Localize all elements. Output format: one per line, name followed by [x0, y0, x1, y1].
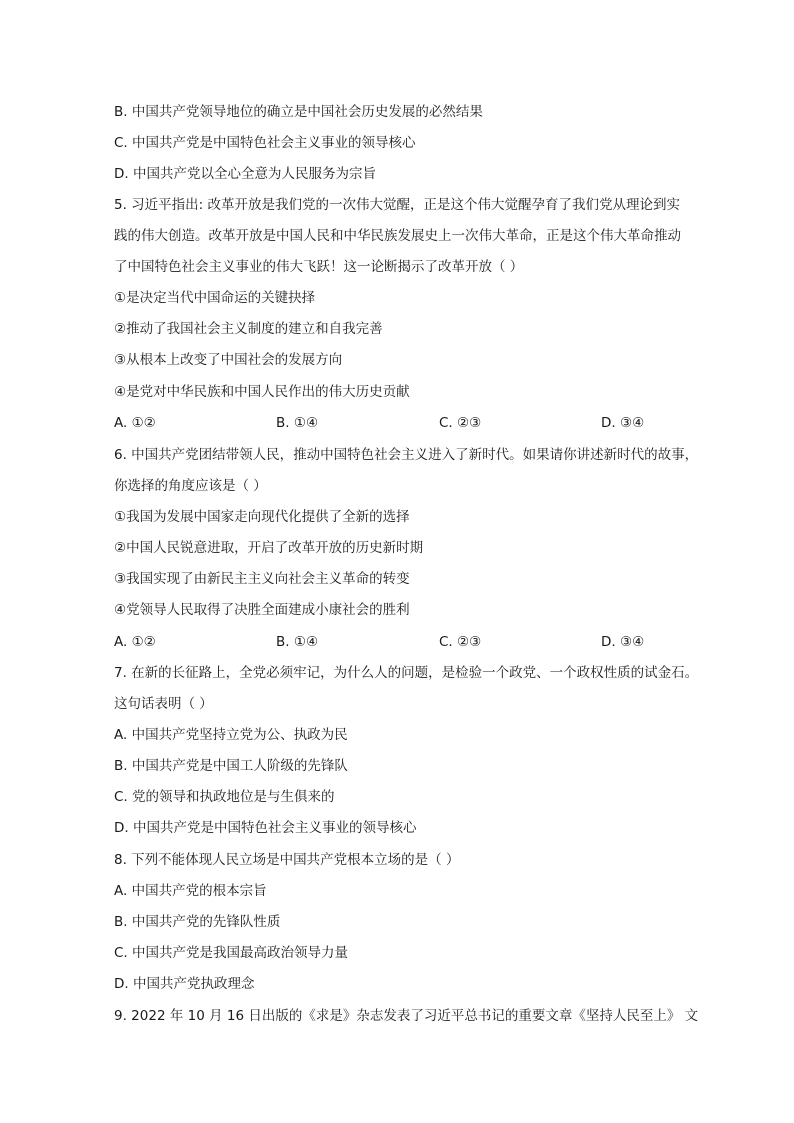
- q7-option-a: A. 中国共产党坚持立党为公、执政为民: [114, 727, 348, 743]
- q6-options: [114, 632, 674, 652]
- q4-option-b: B. 中国共产党领导地位的确立是中国社会历史发展的必然结果: [114, 104, 483, 120]
- q9-stem-line-1: 9. 2022 年 10 月 16 日出版的《求是》杂志发表了习近平总书记的重要文章《坚持人民至上》 文: [114, 1008, 699, 1024]
- q4-option-d: D. 中国共产党以全心全意为人民服务为宗旨: [114, 166, 376, 182]
- q6-option-b: B. ①④: [276, 634, 319, 650]
- q4-option-c: C. 中国共产党是中国特色社会主义事业的领导核心: [114, 135, 416, 151]
- q5-item-4: ④是党对中华民族和中国人民作出的伟大历史贡献: [114, 384, 410, 400]
- q7-stem-line-1: 7. 在新的长征路上，全党必须牢记，为什么人的问题，是检验一个政党、一个政权性质的试金石。: [114, 665, 699, 681]
- q8-option-a: A. 中国共产党的根本宗旨: [114, 883, 267, 899]
- q8-stem: 8. 下列不能体现人民立场是中国共产党根本立场的是（ ）: [114, 852, 460, 868]
- q7-stem-line-2: 这句话表明（ ）: [114, 696, 213, 712]
- q8-option-b: B. 中国共产党的先锋队性质: [114, 914, 281, 930]
- q6-option-d: D. ③④: [601, 634, 645, 650]
- q5-option-c: C. ②③: [439, 415, 482, 431]
- q5-stem-line-1: 5. 习近平指出: 改革开放是我们党的一次伟大觉醒，正是这个伟大觉醒孕育了我们党从理论到实: [114, 197, 681, 213]
- q7-option-c: C. 党的领导和执政地位是与生俱来的: [114, 789, 335, 805]
- q5-stem-line-3: 了中国特色社会主义事业的伟大飞跃！这一论断揭示了改革开放（ ）: [114, 259, 524, 275]
- q6-stem-line-1: 6. 中国共产党团结带领人民，推动中国特色社会主义进入了新时代。如果请你讲述新时代的故事，: [114, 447, 699, 463]
- q7-option-b: B. 中国共产党是中国工人阶级的先锋队: [114, 758, 348, 774]
- q5-option-d: D. ③④: [601, 415, 645, 431]
- q5-stem-line-2: 践的伟大创造。改革开放是中国人民和中华民族发展史上一次伟大革命，正是这个伟大革命推动: [114, 228, 681, 244]
- q6-option-c: C. ②③: [439, 634, 482, 650]
- q8-option-d: D. 中国共产党执政理念: [114, 976, 255, 992]
- q6-item-1: ①我国为发展中国家走向现代化提供了全新的选择: [114, 509, 410, 525]
- q7-option-d: D. 中国共产党是中国特色社会主义事业的领导核心: [114, 820, 417, 836]
- q5-item-1: ①是决定当代中国命运的关键抉择: [114, 290, 316, 306]
- q5-item-3: ③从根本上改变了中国社会的发展方向: [114, 352, 343, 368]
- q6-stem-line-2: 你选择的角度应该是（ ）: [114, 478, 267, 494]
- q5-option-b: B. ①④: [276, 415, 319, 431]
- q5-option-a: A. ①②: [114, 415, 156, 431]
- q6-option-a: A. ①②: [114, 634, 156, 650]
- q6-item-4: ④党领导人民取得了决胜全面建成小康社会的胜利: [114, 602, 410, 618]
- q5-item-2: ②推动了我国社会主义制度的建立和自我完善: [114, 321, 383, 337]
- q8-option-c: C. 中国共产党是我国最高政治领导力量: [114, 945, 349, 961]
- q6-item-3: ③我国实现了由新民主主义向社会主义革命的转变: [114, 571, 410, 587]
- q6-item-2: ②中国人民锐意进取，开启了改革开放的历史新时期: [114, 540, 424, 556]
- q5-options: [114, 413, 674, 433]
